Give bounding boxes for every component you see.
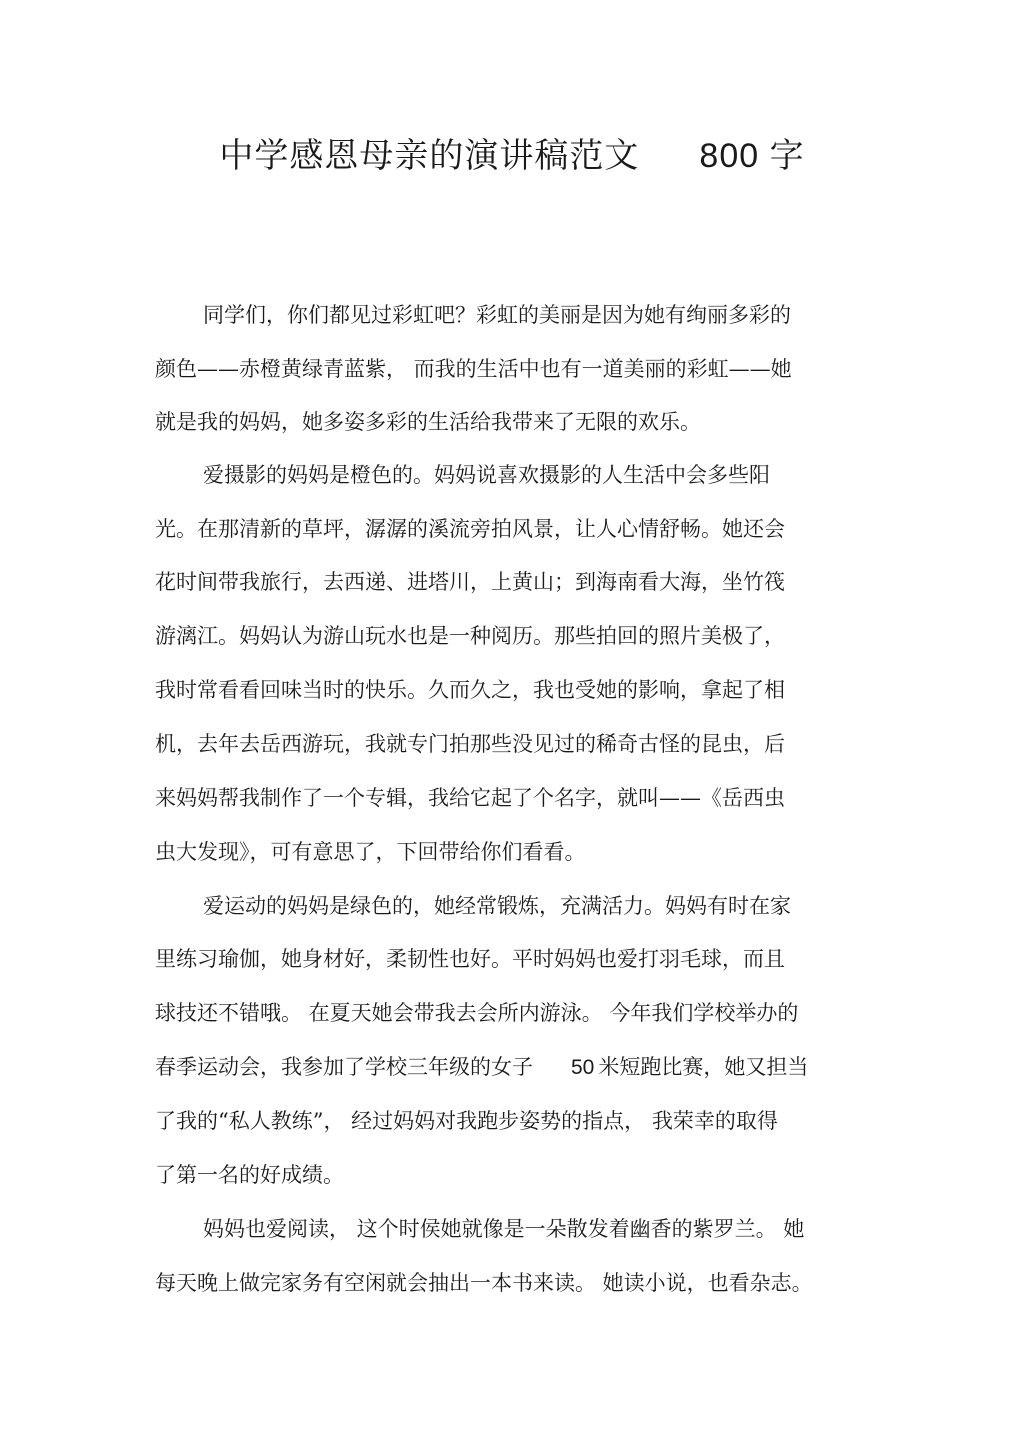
title-word-count: 800 字 — [699, 137, 805, 175]
paragraph-4-line-1: 妈妈也爱阅读， 这个时侯她就像是一朵散发着幽香的紫罗兰。 她 — [203, 1217, 805, 1241]
paragraph-2-line-1: 爱摄影的妈妈是橙色的。妈妈说喜欢摄影的人生活中会多些阳 — [203, 463, 770, 487]
paragraph-2-line-6: 机，去年去岳西游玩，我就专门拍那些没见过的稀奇古怪的昆虫，后 — [155, 732, 785, 756]
paragraph-1-line-2: 颜色——赤橙黄绿青蓝紫， 而我的生活中也有一道美丽的彩虹——她 — [155, 357, 792, 381]
paragraph-2-line-3: 花时间带我旅行，去西递、进塔川，上黄山；到海南看大海，坐竹筏 — [155, 570, 785, 594]
paragraph-3-line-4 — [155, 1050, 808, 1085]
paragraph-3-line-6: 了第一名的好成绩。 — [155, 1163, 344, 1187]
paragraph-3-line-5: 了我的“私人教练”， 经过妈妈对我跑步姿势的指点， 我荣幸的取得 — [155, 1109, 778, 1133]
paragraph-2-line-7: 来妈妈帮我制作了一个专辑，我给它起了个名字，就叫——《岳西虫 — [155, 786, 785, 810]
paragraph-3-line-1: 爱运动的妈妈是绿色的，她经常锻炼，充满活力。妈妈有时在家 — [203, 894, 791, 918]
paragraph-4-line-2: 每天晚上做完家务有空闲就会抽出一本书来读。 她读小说，也看杂志。 — [155, 1271, 813, 1295]
paragraph-1-line-3: 就是我的妈妈，她多姿多彩的生活给我带来了无限的欢乐。 — [155, 410, 701, 434]
paragraph-2-line-2: 光。在那清新的草坪，潺潺的溪流旁拍风景，让人心情舒畅。她还会 — [155, 517, 785, 541]
paragraph-1-line-1: 同学们，你们都见过彩虹吧？彩虹的美丽是因为她有绚丽多彩的 — [203, 303, 791, 327]
paragraph-3-line-3: 球技还不错哦。 在夏天她会带我去会所内游泳。 今年我们学校举办的 — [155, 1001, 799, 1025]
paragraph-2-line-8: 虫大发现》，可有意思了，下回带给你们看看。 — [155, 840, 586, 864]
page-title — [0, 130, 1024, 182]
paragraph-2-line-4: 游漓江。妈妈认为游山玩水也是一种阅历。那些拍回的照片美极了， — [155, 624, 785, 648]
title-text: 中学感恩母亲的演讲稿范文 — [219, 136, 640, 176]
distance-number: 50 — [571, 1056, 595, 1079]
line-text-after-number: 米短跑比赛，她又担当 — [598, 1055, 809, 1079]
paragraph-3-line-2: 里练习瑜伽，她身材好，柔韧性也好。平时妈妈也爱打羽毛球，而且 — [155, 947, 785, 971]
line-text-before-number: 春季运动会，我参加了学校三年级的女子 — [155, 1055, 533, 1079]
paragraph-2-line-5: 我时常看看回味当时的快乐。久而久之，我也受她的影响，拿起了相 — [155, 678, 785, 702]
